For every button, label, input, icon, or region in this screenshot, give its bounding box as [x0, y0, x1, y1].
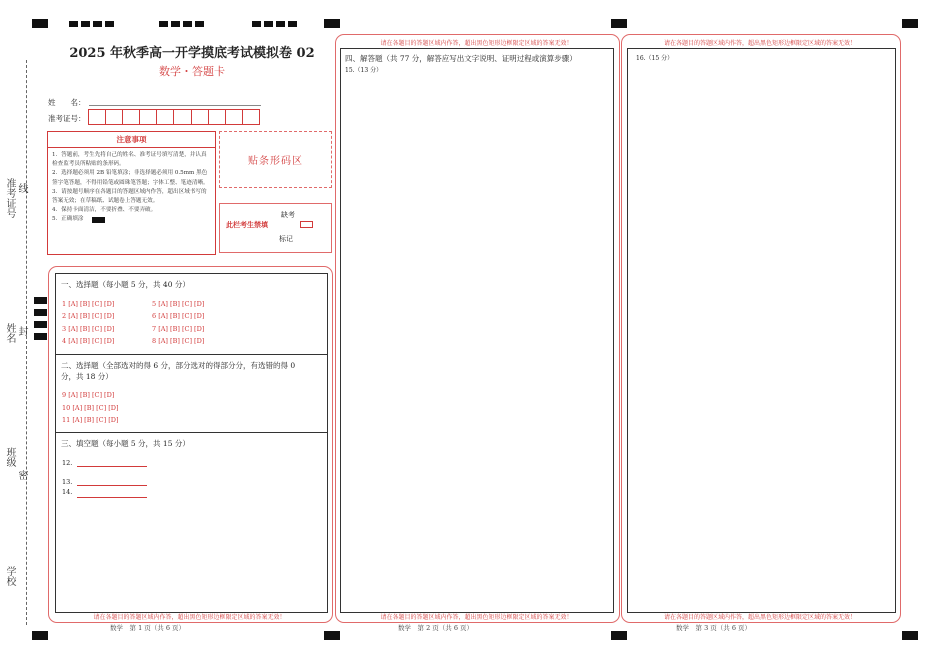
timing-mark	[171, 21, 180, 27]
timing-mark	[902, 19, 918, 28]
barcode-label: 贴条形码区	[248, 156, 303, 167]
blank-label-14: 14.	[62, 488, 73, 496]
choice-row-10[interactable]: 10 [A] [B] [C] [D]	[62, 404, 119, 412]
absent-mark-label: 缺考	[281, 211, 295, 219]
question-16-label: 16.（15 分）	[636, 55, 674, 62]
section2-title-cont: 分，共 18 分）	[61, 372, 113, 381]
timing-mark	[288, 21, 297, 27]
side-mark	[34, 333, 47, 340]
notice-item: 4．保持卡面清洁，不要折叠、不要弄破。	[52, 207, 157, 214]
notice-box	[47, 131, 216, 255]
side-mark	[34, 297, 47, 304]
timing-mark	[105, 21, 114, 27]
absent-box	[219, 203, 332, 253]
question-15-label: 15.（13 分）	[345, 67, 383, 74]
choice-row-8[interactable]: 8 [A] [B] [C] [D]	[152, 337, 205, 345]
timing-mark	[183, 21, 192, 27]
timing-mark	[324, 631, 340, 640]
side-fold-mark: 密	[16, 470, 27, 480]
blank-line-14[interactable]	[77, 497, 147, 498]
timing-mark	[32, 631, 48, 640]
choice-row-9[interactable]: 9 [A] [B] [C] [D]	[62, 391, 115, 399]
timing-mark	[252, 21, 261, 27]
side-seal-mark: 封	[16, 326, 27, 336]
choice-row-11[interactable]: 11 [A] [B] [C] [D]	[62, 416, 119, 424]
timing-mark	[264, 21, 273, 27]
timing-mark	[69, 21, 78, 27]
absent-mark-label: 标记	[279, 235, 293, 243]
timing-mark	[902, 631, 918, 640]
section3-title: 三、填空题（每小题 5 分，共 15 分）	[61, 439, 190, 448]
choice-row-7[interactable]: 7 [A] [B] [C] [D]	[152, 325, 205, 333]
exam-no-label: 准考证号：	[48, 114, 86, 123]
page-footer-3: 数学 第 3 页（共 6 页）	[676, 624, 752, 632]
answer-area-15[interactable]	[345, 75, 607, 605]
choice-row-2[interactable]: 2 [A] [B] [C] [D]	[62, 312, 115, 320]
name-label: 姓 名：	[48, 98, 86, 107]
notice-item: 2．选择题必须用 2B 铅笔填涂；非选择题必须用 0.5mm 黑色签字笔答题，不得用铅笔或圆珠笔答题；字体工整、笔迹清晰。	[52, 170, 209, 186]
choice-row-4[interactable]: 4 [A] [B] [C] [D]	[62, 337, 115, 345]
section1-title: 一、选择题（每小题 5 分，共 40 分）	[61, 280, 190, 289]
timing-mark	[611, 19, 627, 28]
notice-item: 5．正确填涂	[52, 216, 84, 223]
warning-col3-top: 请在各题目的答题区域内作答，超出黑色矩形边框限定区域的答案无效！	[663, 40, 856, 47]
notice-item: 1．答题前，考生先将自己的姓名、准考证号填写清楚，并认真检查监考员所粘贴的条形码。	[52, 152, 207, 168]
timing-mark	[159, 21, 168, 27]
side-class-label: 班级	[4, 447, 15, 467]
choice-row-1[interactable]: 1 [A] [B] [C] [D]	[62, 300, 115, 308]
page-footer-2: 数学 第 2 页（共 6 页）	[398, 624, 474, 632]
timing-mark	[81, 21, 90, 27]
blank-line-12[interactable]	[77, 466, 147, 467]
section2-title: 二、选择题（全部选对的得 6 分，部分选对的得部分分，有选错的得 0	[61, 361, 296, 370]
filled-mark-example	[92, 217, 105, 223]
side-name-label: 姓名	[4, 323, 15, 343]
name-field[interactable]	[89, 105, 261, 106]
warning-col3-bottom: 请在各题目的答题区域内作答，超出黑色矩形边框限定区域的答案无效！	[663, 614, 856, 621]
page-subtitle: 数学・答题卡	[159, 65, 225, 78]
section4-title: 四、解答题（共 77 分，解答应写出文字说明、证明过程或演算步骤）	[345, 54, 577, 63]
answer-area-16[interactable]	[632, 63, 889, 605]
warning-col2-top: 请在各题目的答题区域内作答，超出黑色矩形边框限定区域的答案无效！	[380, 40, 573, 47]
blank-label-13: 13.	[62, 478, 73, 486]
choice-row-6[interactable]: 6 [A] [B] [C] [D]	[152, 312, 205, 320]
choice-row-5[interactable]: 5 [A] [B] [C] [D]	[152, 300, 205, 308]
binding-line	[26, 60, 27, 625]
side-mark	[34, 309, 47, 316]
timing-mark	[276, 21, 285, 27]
timing-mark	[324, 19, 340, 28]
page-title: 2025 年秋季高一开学摸底考试模拟卷 02	[69, 46, 315, 61]
section-divider	[55, 432, 327, 433]
warning-col2-bottom: 请在各题目的答题区域内作答，超出黑色矩形边框限定区域的答案无效！	[380, 614, 573, 621]
absent-forbid-label: 此栏考生禁填	[226, 220, 268, 229]
warning-col1-bottom: 请在各题目的答题区域内作答，超出黑色矩形边框限定区域的答案无效！	[93, 614, 286, 621]
exam-no-boxes[interactable]	[88, 109, 260, 125]
blank-line-13[interactable]	[77, 485, 147, 486]
notice-item: 3．请按题号顺序在各题目的答题区域内作答，超出区域书写的答案无效；在草稿纸、试题卷上答题无效。	[52, 188, 207, 205]
side-line-mark: 线	[16, 183, 27, 193]
choice-row-3[interactable]: 3 [A] [B] [C] [D]	[62, 325, 115, 333]
absent-checkbox[interactable]	[300, 221, 313, 228]
timing-mark	[611, 631, 627, 640]
page-footer-1: 数学 第 1 页（共 6 页）	[110, 624, 186, 632]
section-divider	[55, 354, 327, 355]
timing-mark	[93, 21, 102, 27]
timing-mark	[32, 19, 48, 28]
notice-title: 注意事项	[48, 132, 215, 148]
blank-label-12: 12.	[62, 459, 73, 467]
side-exam-no-label: 准考证号	[4, 178, 15, 218]
timing-mark	[195, 21, 204, 27]
side-mark	[34, 321, 47, 328]
barcode-area	[219, 131, 332, 188]
side-school-label: 学校	[4, 566, 15, 586]
